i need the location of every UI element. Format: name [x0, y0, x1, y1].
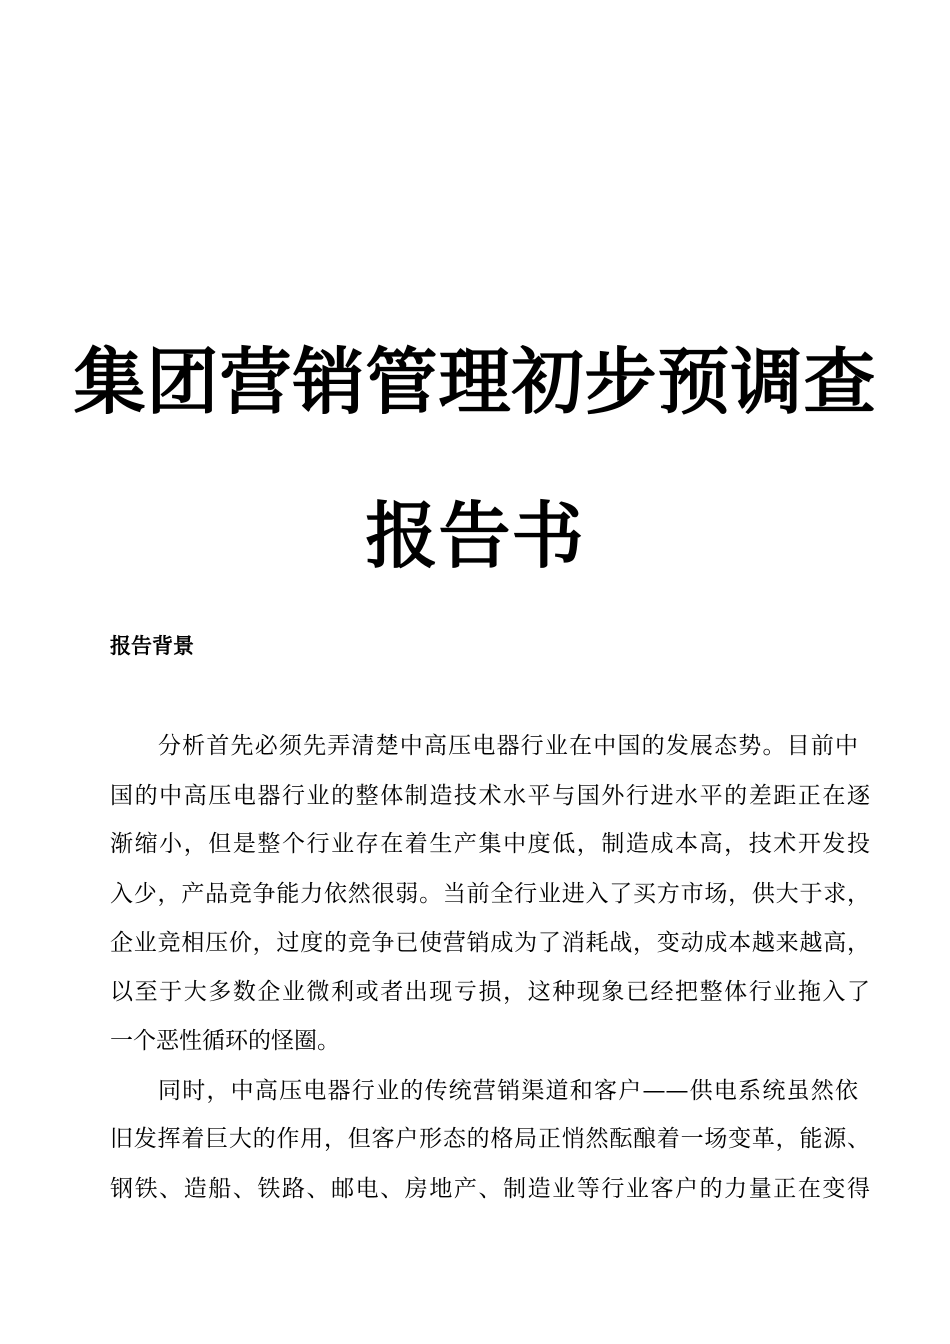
paragraph-2-line-2: 旧发挥着巨大的作用，但客户形态的格局正悄然酝酿着一场变革，能源、 — [110, 1126, 870, 1152]
paragraph-1-line-2: 国的中高压电器行业的整体制造技术水平与国外行进水平的差距正在逐 — [110, 783, 870, 809]
paragraph-1-line-3: 渐缩小，但是整个行业存在着生产集中度低，制造成本高，技术开发投 — [110, 831, 870, 857]
paragraph-1-line-6: 以至于大多数企业微利或者出现亏损，这种现象已经把整体行业拖入了 — [110, 979, 870, 1005]
paragraph-2-line-3: 钢铁、造船、铁路、邮电、房地产、制造业等行业客户的力量正在变得 — [110, 1176, 870, 1202]
paragraph-2-line-1: 同时，中高压电器行业的传统营销渠道和客户——供电系统虽然依 — [158, 1078, 858, 1104]
paragraph-1-line-4: 入少，产品竞争能力依然很弱。当前全行业进入了买方市场，供大于求， — [110, 881, 870, 907]
paragraph-1-line-7: 一个恶性循环的怪圈。 — [110, 1028, 340, 1054]
paragraph-1-line-5: 企业竞相压价，过度的竞争已使营销成为了消耗战，变动成本越来越高， — [110, 930, 870, 956]
document-title-line-1: 集团营销管理初步预调查 — [73, 340, 877, 424]
document-title-line-2: 报告书 — [365, 494, 585, 578]
section-heading: 报告背景 — [110, 633, 194, 658]
paragraph-1-line-1: 分析首先必须先弄清楚中高压电器行业在中国的发展态势。目前中 — [158, 733, 858, 759]
